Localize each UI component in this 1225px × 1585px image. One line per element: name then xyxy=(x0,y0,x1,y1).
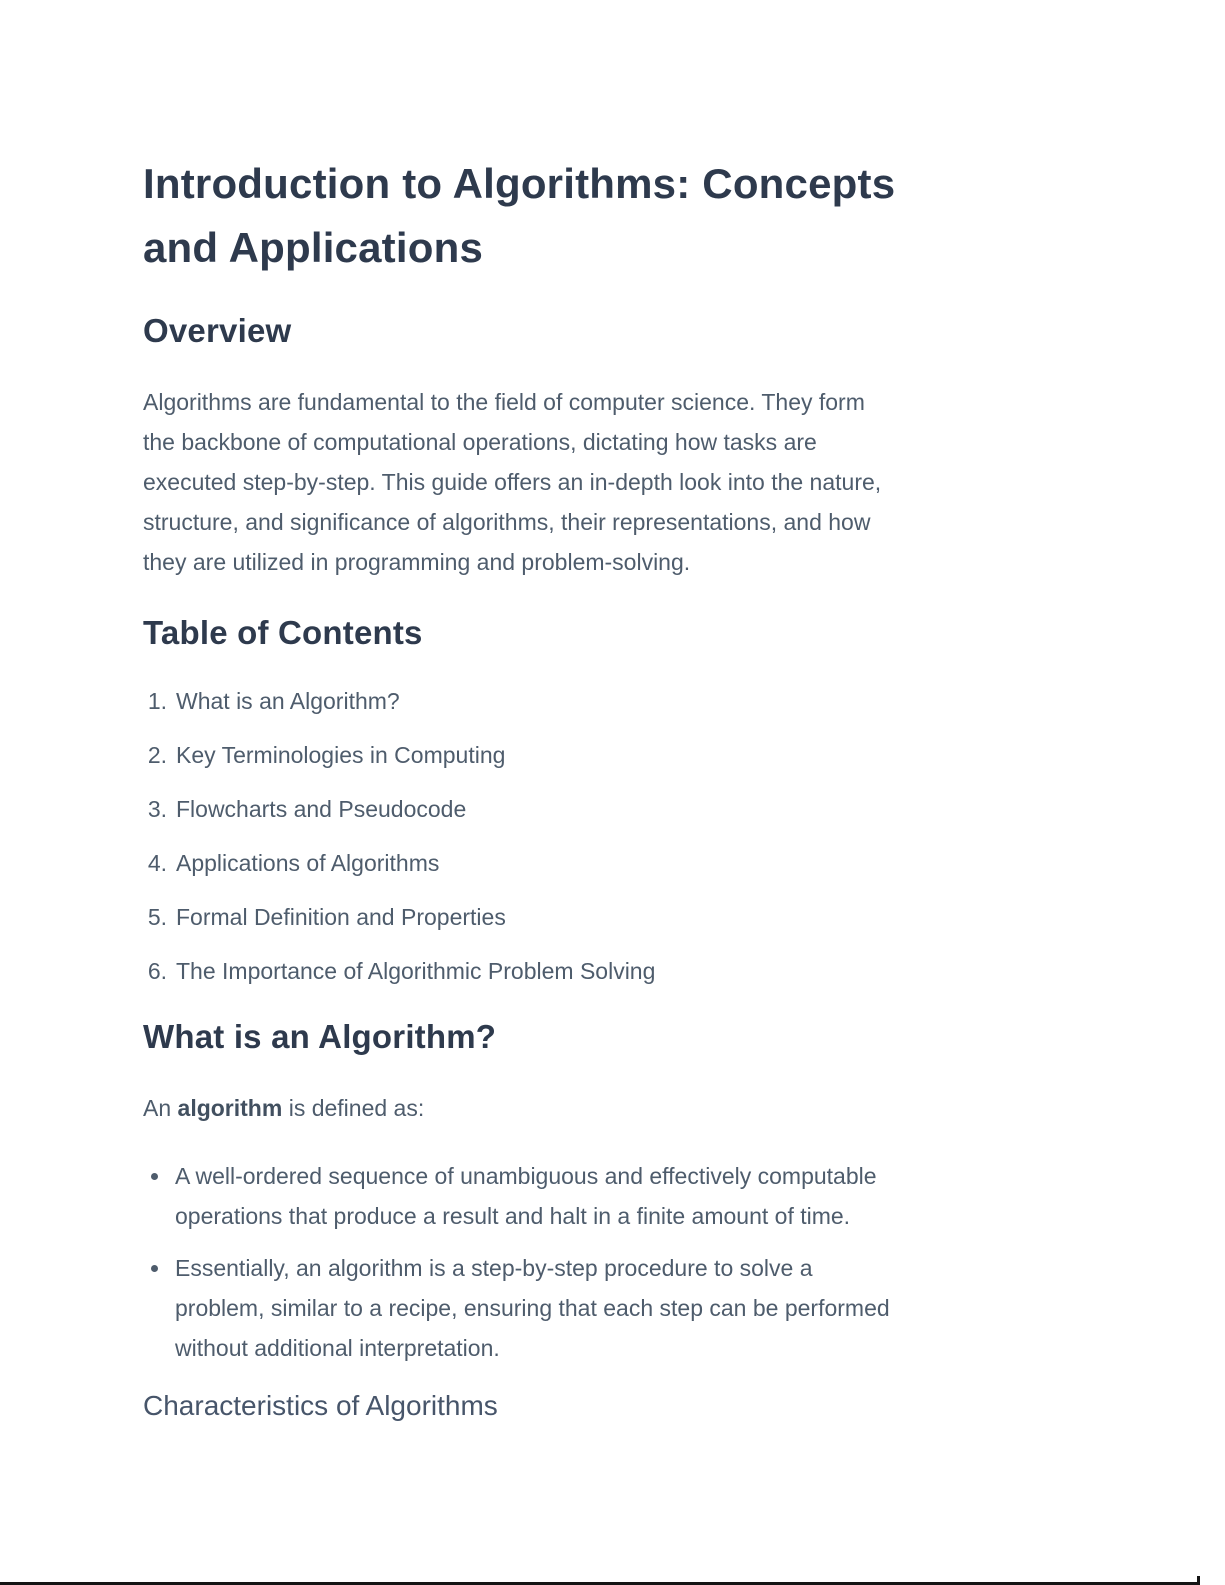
definition-suffix: is defined as: xyxy=(282,1095,425,1121)
toc-item xyxy=(143,954,1065,988)
list-item xyxy=(143,1156,1053,1236)
bullet-dot-icon xyxy=(151,1265,158,1272)
toc-item-number: 2. xyxy=(147,742,167,768)
toc-item-number: 1. xyxy=(147,688,167,714)
toc-item xyxy=(143,846,1065,880)
toc-item-number: 6. xyxy=(147,958,167,984)
overview-heading: Overview xyxy=(143,312,292,349)
overview-paragraph: Algorithms are fundamental to the field of computer science. They form the backbone of computational operations, dictating how tasks are executed step-by-step. This guide offers an in-depth look into the nature, structure, and significance of algorithms, their representations, and how they are utilized in programming and problem-solving. xyxy=(143,389,882,575)
bullet-text: A well-ordered sequence of unambiguous and effectively computable operations that produce a result and halt in a finite amount of time. xyxy=(175,1163,877,1229)
list-item xyxy=(143,1248,1053,1368)
toc-item-label: Formal Definition and Properties xyxy=(176,904,506,930)
bullet-dot-icon xyxy=(151,1173,158,1180)
toc-item xyxy=(143,738,1065,772)
definition-bullet-list xyxy=(143,1156,1053,1368)
algorithm-definition-intro xyxy=(143,1088,1065,1128)
toc-item xyxy=(143,684,1065,718)
bullet-text: Essentially, an algorithm is a step-by-step procedure to solve a problem, similar to a recipe, ensuring that each step can be performed without additional interpretation. xyxy=(175,1255,890,1361)
definition-prefix: An xyxy=(143,1095,178,1121)
definition-term: algorithm xyxy=(177,1095,283,1121)
toc-item-label: Applications of Algorithms xyxy=(176,850,440,876)
bottom-border-corner xyxy=(1197,1576,1200,1585)
toc-item-label: Key Terminologies in Computing xyxy=(176,742,506,768)
what-is-algorithm-heading: What is an Algorithm? xyxy=(143,1018,497,1055)
toc-item xyxy=(143,792,1065,826)
toc-heading: Table of Contents xyxy=(143,614,423,651)
characteristics-subheading: Characteristics of Algorithms xyxy=(143,1390,498,1421)
toc-item-label: What is an Algorithm? xyxy=(176,688,400,714)
page-title: Introduction to Algorithms: Concepts and Applications xyxy=(143,160,896,271)
toc-item-number: 5. xyxy=(147,904,167,930)
toc-item-number: 4. xyxy=(147,850,167,876)
toc-item-label: Flowcharts and Pseudocode xyxy=(176,796,467,822)
table-of-contents xyxy=(143,684,1065,988)
toc-item-number: 3. xyxy=(147,796,167,822)
toc-item xyxy=(143,900,1065,934)
toc-item-label: The Importance of Algorithmic Problem Solving xyxy=(176,958,656,984)
